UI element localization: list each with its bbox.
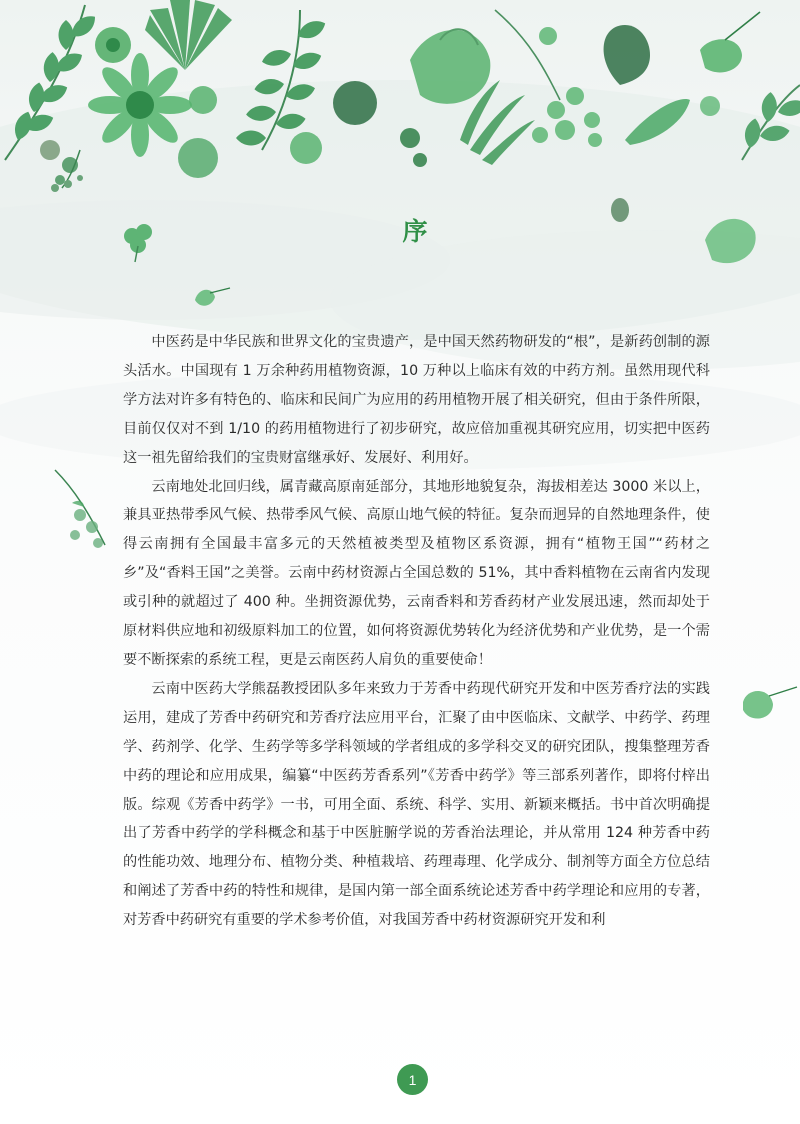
- paragraph: 云南中医药大学熊磊教授团队多年来致力于芳香中药现代研究开发和中医芳香疗法的实践运用，建成了芳香中药研究和芳香疗法应用平台，汇聚了由中医临床、文献学、中药学、药理学、药剂学、化学、生药学等多学科领域的学者组成的多学科交叉的研究团队，搜集整理芳香中药的理论和应用成果，编纂“中医药芳香系列”《芳香中药学》等三部系列著作，即将付梓出版。综观《芳香中药学》一书，可用全面、系统、科学、实用、新颖来概括。书中首次明确提出了芳香中药学的学科概念和基于中医脏腑学说的芳香治法理论，并从常用 124 种芳香中药的性能功效、地理分布、植物分类、种植栽培、药理毒理、化学成分、制剂等方面全方位总结和阐述了芳香中药的特性和规律，是国内第一部全面系统论述芳香中药学理论和应用的专著，对芳香中药研究有重要的学术参考价值，对我国芳香中药材资源研究开发和利: [123, 680, 710, 929]
- paragraph: 中医药是中华民族和世界文化的宝贵遗产，是中国天然药物研发的“根”，是新药创制的源头活水。中国现有 1 万余种药用植物资源，10 万种以上临床有效的中药方剂。虽然用现代科学方法对许多有特色的、临床和民间广为应用的药用植物开展了相关研究，但由于条件所限，目前仅仅对不到 1/10 的药用植物进行了初步研究，故应倍加重视其研究应用，切实把中医药这一祖先留给我们的宝贵财富继承好、发展好、利用好。: [123, 334, 710, 466]
- bell-flower-icon: [495, 10, 602, 147]
- fern-frond-icon: [5, 5, 100, 160]
- page-number-badge: 1: [397, 1064, 428, 1095]
- palm-leaf-icon: [145, 0, 232, 70]
- long-leaf-icon: [625, 99, 690, 145]
- leaf-icon: [700, 12, 760, 72]
- daisy-flower-icon: [88, 53, 192, 157]
- small-flower-icon: [700, 96, 720, 116]
- heart-leaf-icon: [604, 25, 650, 85]
- page-title: 序: [402, 217, 428, 246]
- leaf-icon: [195, 288, 230, 306]
- fern-frond-icon: [236, 10, 328, 150]
- bud-stem-decoration: [50, 465, 120, 555]
- leaf-decoration: [735, 682, 800, 732]
- body-text: [123, 328, 710, 935]
- botanical-header-illustration: [0, 0, 800, 320]
- fern-frond-icon: [742, 85, 800, 160]
- paragraph: 云南地处北回归线，属青藏高原南延部分，其地形地貌复杂，海拔相差达 3000 米以上，兼具亚热带季风气候、热带季风气候、高原山地气候的特征。复杂而迥异的自然地理条件，使得云南拥有全国最丰富多元的天然植被类型及植物区系资源，拥有“植物王国”“药材之乡”及“香料王国”之美誉。云南中药材资源占全国总数的 51%，其中香料植物在云南省内发现或引种的就超过了 400 种。坐拥资源优势，云南香料和芳香药材产业发展迅速，然而却处于原材料供应地和初级原料加工的位置，如何将资源优势转化为经济优势和产业优势，是一个需要不断探索的系统工程，更是云南医药人肩负的重要使命！: [123, 478, 710, 668]
- leaf-cluster-icon: [410, 29, 490, 104]
- flower-cluster-icon: [95, 27, 131, 63]
